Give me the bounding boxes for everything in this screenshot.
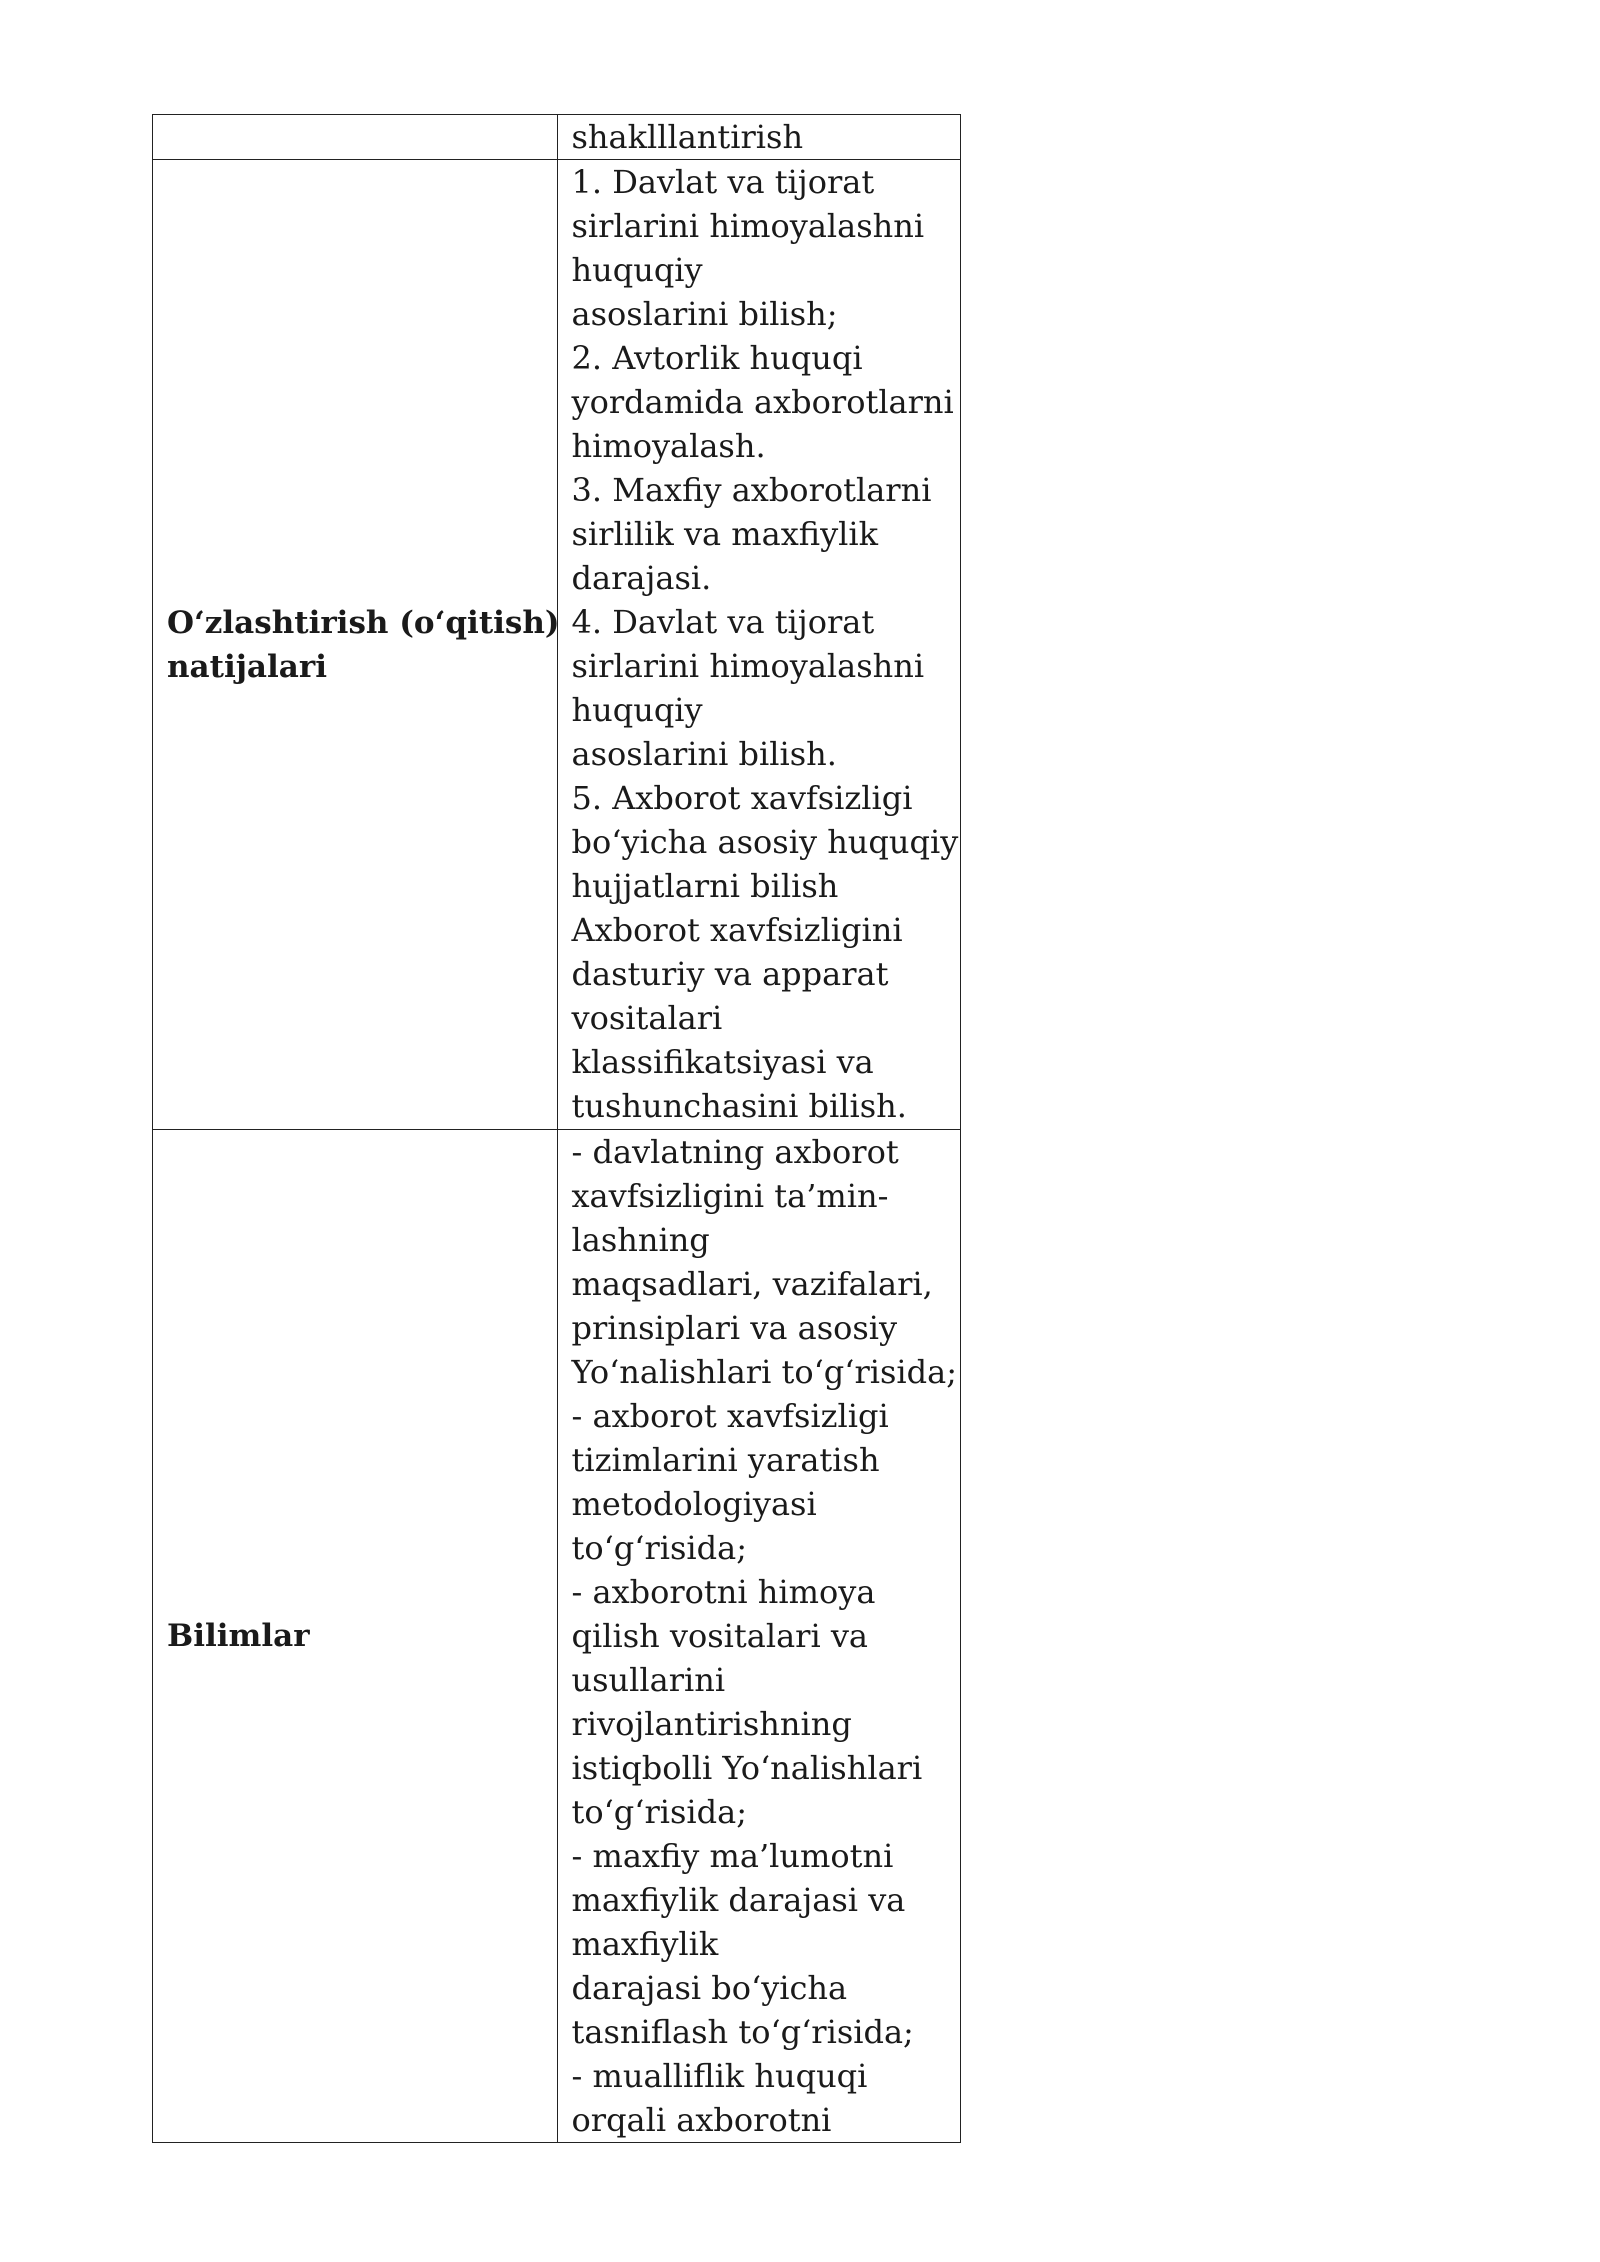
content-line: maxfiylik xyxy=(571,1925,719,1963)
row-label-cell xyxy=(153,160,558,1130)
row-content-cell xyxy=(557,1130,961,2143)
content-line: tizimlarini yaratish xyxy=(571,1441,880,1479)
row-label: natijalari xyxy=(167,648,327,685)
content-line: maqsadlari, vazifalari, xyxy=(571,1265,933,1303)
content-line: asoslarini bilish; xyxy=(571,295,838,333)
content-line: huquqiy xyxy=(571,691,703,729)
content-line: orqali axborotni xyxy=(571,2101,832,2139)
content-line: istiqbolli Yo‘nalishlari xyxy=(571,1749,923,1787)
content-line: hujjatlarni bilish xyxy=(571,867,839,905)
content-line: Yo‘nalishlari to‘g‘risida; xyxy=(571,1353,957,1391)
content-line: asoslarini bilish. xyxy=(571,735,837,773)
row-content-cell xyxy=(557,160,961,1130)
content-line: Axborot xavfsizligini xyxy=(571,911,903,949)
document-table xyxy=(152,114,961,2143)
table-row xyxy=(153,115,961,160)
row-label: Bilimlar xyxy=(167,1618,310,1654)
content-line: sirlilik va maxfiylik xyxy=(571,515,879,553)
content-line: 5. Axborot xavfsizligi xyxy=(571,779,913,817)
content-line: lashning xyxy=(571,1221,710,1259)
content-line: yordamida axborotlarni xyxy=(571,383,954,421)
content-line: sirlarini himoyalashni xyxy=(571,207,925,245)
table-row xyxy=(153,1130,961,2143)
content-line: tasniflash to‘g‘risida; xyxy=(571,2013,914,2051)
content-line: bo‘yicha asosiy huquqiy xyxy=(571,823,959,861)
content-line: sirlarini himoyalashni xyxy=(571,647,925,685)
content-line: xavfsizligini ta’min- xyxy=(571,1177,889,1215)
content-line: dasturiy va apparat xyxy=(571,955,889,993)
content-line: 2. Avtorlik huquqi xyxy=(571,339,863,377)
content-line: darajasi. xyxy=(571,559,712,597)
content-line: tushunchasini bilish. xyxy=(571,1087,907,1125)
row-label: O‘zlashtirish (o‘qitish) xyxy=(167,604,560,641)
content-line: shaklllantirish xyxy=(571,118,804,156)
row-label-cell xyxy=(153,115,558,160)
content-line: to‘g‘risida; xyxy=(571,1529,747,1567)
content-line: to‘g‘risida; xyxy=(571,1793,747,1831)
table-row xyxy=(153,160,961,1130)
content-line: qilish vositalari va xyxy=(571,1617,868,1655)
content-line: vositalari xyxy=(571,999,723,1037)
content-line: - maxfiy ma’lumotni xyxy=(571,1837,894,1875)
content-line: 1. Davlat va tijorat xyxy=(571,163,875,201)
content-line: darajasi bo‘yicha xyxy=(571,1969,848,2007)
content-line: - mualliflik huquqi xyxy=(571,2057,868,2095)
content-line: usullarini xyxy=(571,1661,726,1699)
content-line: maxfiylik darajasi va xyxy=(571,1881,906,1919)
content-line: prinsiplari va asosiy xyxy=(571,1309,898,1347)
content-line: klassifikatsiyasi va xyxy=(571,1043,874,1081)
content-line: himoyalash. xyxy=(571,427,766,465)
row-label-cell xyxy=(153,1130,558,2143)
content-line: 3. Maxfiy axborotlarni xyxy=(571,471,932,509)
content-line: huquqiy xyxy=(571,251,703,289)
content-line: - axborot xavfsizligi xyxy=(571,1397,889,1435)
content-line: metodologiyasi xyxy=(571,1485,817,1523)
row-content-cell xyxy=(557,115,961,160)
content-line: rivojlantirishning xyxy=(571,1705,852,1743)
content-line: - axborotni himoya xyxy=(571,1573,876,1611)
content-line: 4. Davlat va tijorat xyxy=(571,603,875,641)
content-line: - davlatning axborot xyxy=(571,1133,899,1171)
